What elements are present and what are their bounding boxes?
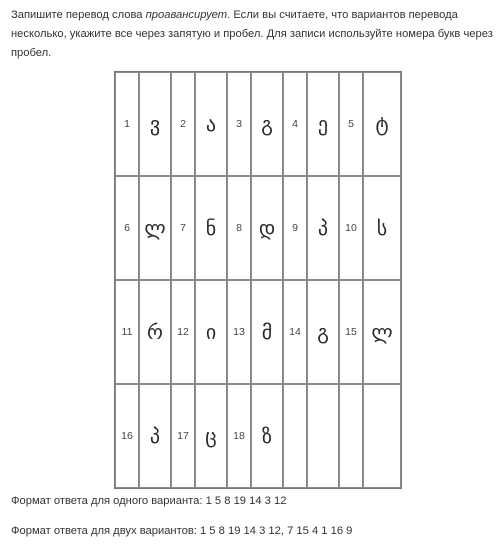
letter-number: 14	[283, 280, 307, 384]
georgian-letter: ე	[307, 72, 339, 176]
task-text	[11, 6, 493, 63]
empty-cell	[363, 384, 401, 488]
georgian-letter: ც	[195, 384, 227, 488]
letter-table-row	[115, 280, 401, 384]
georgian-letter: გ	[251, 72, 283, 176]
empty-cell	[283, 384, 307, 488]
letter-number: 4	[283, 72, 307, 176]
georgian-letter: პ	[307, 176, 339, 280]
georgian-letter: ტ	[363, 72, 401, 176]
georgian-letter: დ	[251, 176, 283, 280]
task-word: проавансирует	[145, 9, 228, 21]
letter-number: 2	[171, 72, 195, 176]
letter-number: 11	[115, 280, 139, 384]
georgian-letter: რ	[139, 280, 171, 384]
empty-cell	[307, 384, 339, 488]
letter-table-row	[115, 72, 401, 176]
letter-number: 15	[339, 280, 363, 384]
georgian-letter: ი	[195, 280, 227, 384]
task-text-after: . Если вы считаете, что вариантов перевода несколько, укажите все через запятую и пробел. Для записи используйте номера букв через пробел.	[11, 9, 493, 59]
letter-number: 17	[171, 384, 195, 488]
letter-table	[114, 71, 402, 489]
letter-number: 3	[227, 72, 251, 176]
letter-number: 16	[115, 384, 139, 488]
georgian-letter: ზ	[251, 384, 283, 488]
georgian-letter: ვ	[139, 72, 171, 176]
letter-number: 1	[115, 72, 139, 176]
georgian-letter: ლ	[139, 176, 171, 280]
georgian-letter: მ	[251, 280, 283, 384]
georgian-letter: ს	[363, 176, 401, 280]
letter-number: 13	[227, 280, 251, 384]
georgian-letter: გ	[307, 280, 339, 384]
letter-number: 9	[283, 176, 307, 280]
georgian-letter: ლ	[363, 280, 401, 384]
georgian-letter: ა	[195, 72, 227, 176]
letter-table-row	[115, 384, 401, 488]
letter-number: 12	[171, 280, 195, 384]
georgian-letter: პ	[139, 384, 171, 488]
task-text-before: Запишите перевод слова	[11, 9, 146, 21]
letter-number: 18	[227, 384, 251, 488]
letter-table-row	[115, 176, 401, 280]
letter-number: 7	[171, 176, 195, 280]
letter-number: 5	[339, 72, 363, 176]
answer-format-double: Формат ответа для двух вариантов: 1 5 8 19 14 3 12, 7 15 4 1 16 9	[11, 525, 353, 537]
empty-cell	[339, 384, 363, 488]
answer-format-single: Формат ответа для одного варианта: 1 5 8 19 14 3 12	[11, 495, 287, 507]
letter-number: 8	[227, 176, 251, 280]
letter-number: 6	[115, 176, 139, 280]
letter-number: 10	[339, 176, 363, 280]
georgian-letter: ნ	[195, 176, 227, 280]
